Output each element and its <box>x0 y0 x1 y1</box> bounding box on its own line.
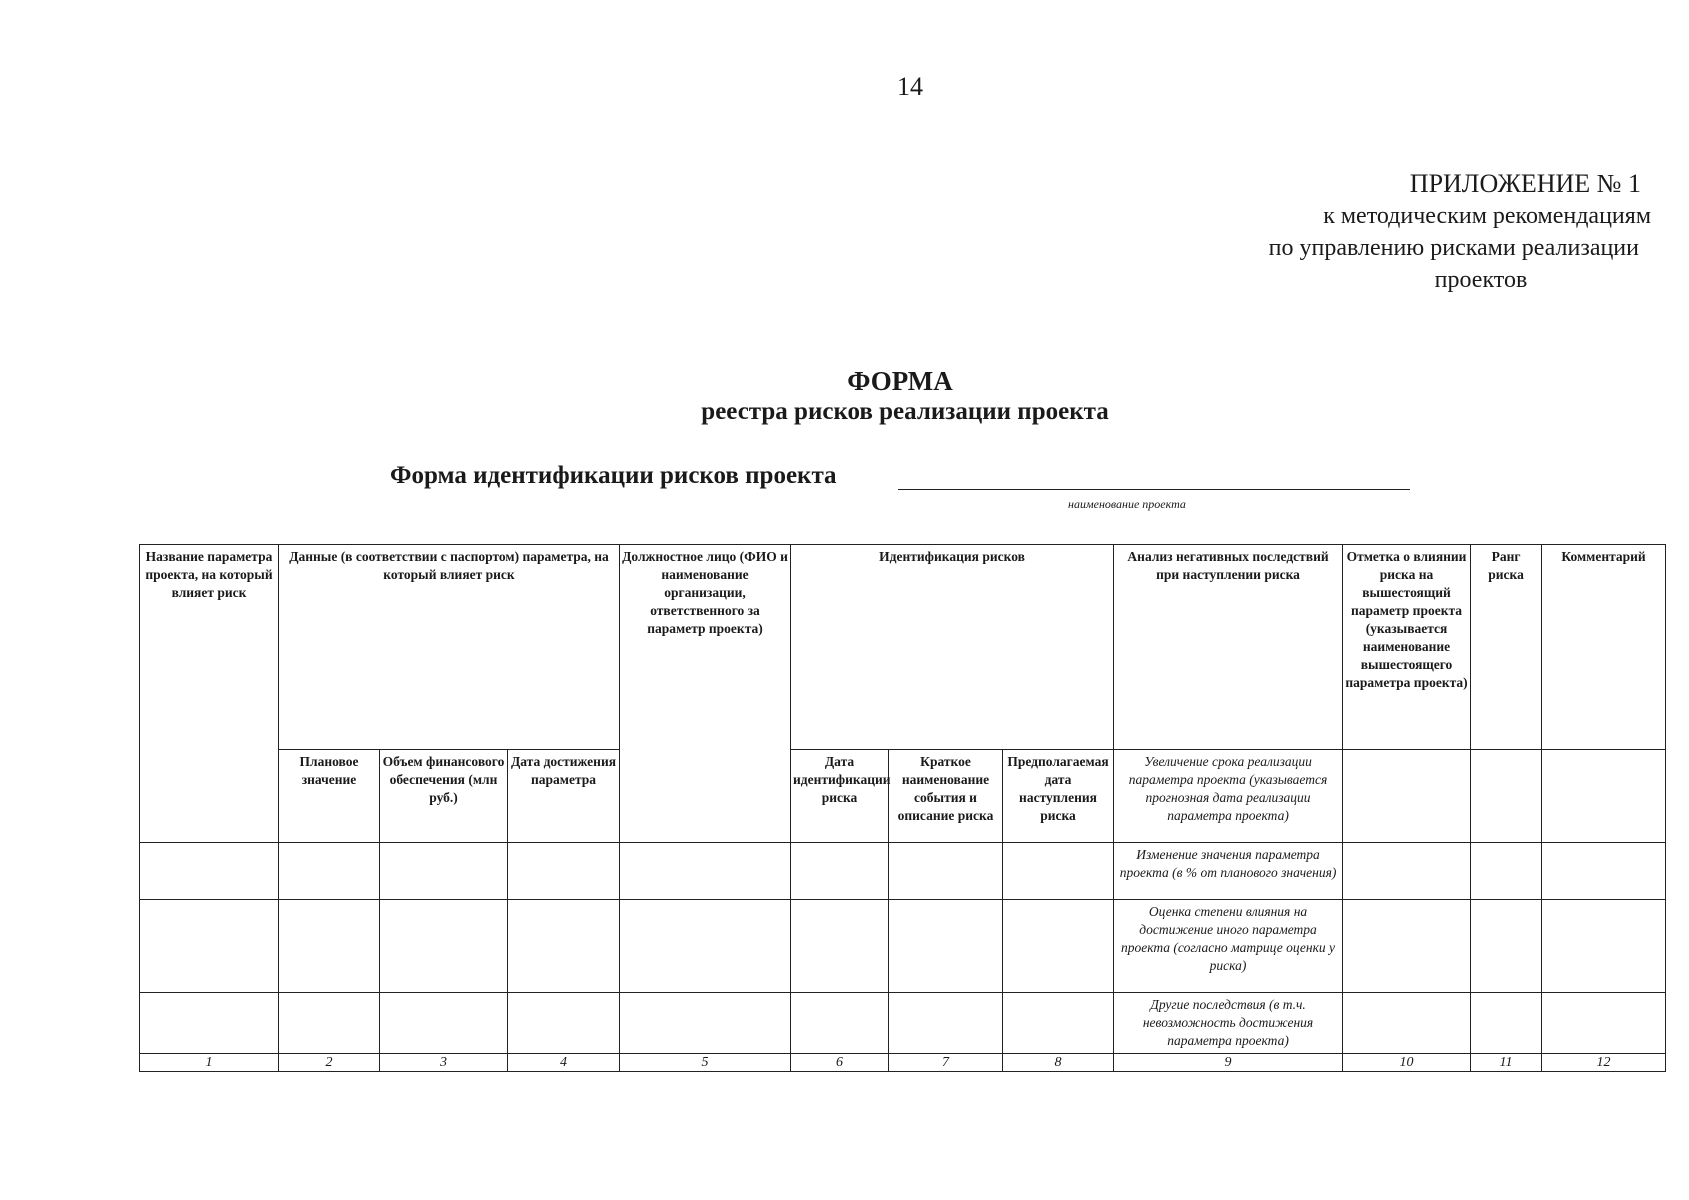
empty-cell <box>140 843 279 900</box>
appendix-heading <box>1171 168 1651 296</box>
risk-register-table <box>139 544 1666 1072</box>
subheader-risk-description: Краткое наименование события и описание риска <box>889 750 1003 843</box>
appendix-line-3: по управлению рисками реализации <box>1268 235 1639 261</box>
consequence-other: Другие последствия (в т.ч. невозможность достижения параметра проекта) <box>1114 993 1343 1054</box>
empty-cell <box>140 900 279 993</box>
project-name-line <box>898 489 1410 490</box>
empty-cell <box>1343 993 1471 1054</box>
column-number: 7 <box>889 1054 1003 1072</box>
subheader-expected-date: Предполагаемая дата наступления риска <box>1003 750 1114 843</box>
empty-cell <box>791 843 889 900</box>
subheader-planned-value: Плановое значение <box>279 750 380 843</box>
empty-cell <box>1343 750 1471 843</box>
empty-cell <box>1003 843 1114 900</box>
empty-cell <box>1343 843 1471 900</box>
header-risk-identification: Идентификация рисков <box>791 545 1114 750</box>
column-number: 11 <box>1471 1054 1542 1072</box>
empty-cell <box>508 843 620 900</box>
empty-cell <box>140 993 279 1054</box>
header-responsible-person: Должностное лицо (ФИО и наименование организации, ответственного за параметр проекта) <box>620 545 791 843</box>
table-row <box>140 993 1666 1054</box>
empty-cell <box>508 900 620 993</box>
empty-cell <box>620 993 791 1054</box>
empty-cell <box>1343 900 1471 993</box>
header-consequences-analysis: Анализ негативных последствий при наступлении риска <box>1114 545 1343 750</box>
empty-cell <box>791 993 889 1054</box>
empty-cell <box>1542 843 1666 900</box>
form-subtitle: реестра рисков реализации проекта <box>701 398 1109 425</box>
empty-cell <box>1471 843 1542 900</box>
table-header-row <box>140 545 1666 750</box>
subheader-achievement-date: Дата достижения параметра <box>508 750 620 843</box>
empty-cell <box>1542 900 1666 993</box>
subheader-identification-date: Дата идентификации риска <box>791 750 889 843</box>
page-number: 14 <box>897 72 923 101</box>
empty-cell <box>620 900 791 993</box>
column-number: 1 <box>140 1054 279 1072</box>
header-comment: Комментарий <box>1542 545 1666 750</box>
appendix-line-4: проектов <box>1434 267 1528 293</box>
empty-cell <box>791 900 889 993</box>
header-passport-data: Данные (в соответствии с паспортом) параметра, на который влияет риск <box>279 545 620 750</box>
empty-cell <box>1542 750 1666 843</box>
empty-cell <box>889 843 1003 900</box>
empty-cell <box>380 843 508 900</box>
consequence-value-change: Изменение значения параметра проекта (в % от планового значения) <box>1114 843 1343 900</box>
header-risk-rank: Ранг риска <box>1471 545 1542 750</box>
empty-cell <box>380 900 508 993</box>
consequence-impact-assessment: Оценка степени влияния на достижение иного параметра проекта (согласно матрице оценки у риска) <box>1114 900 1343 993</box>
empty-cell <box>279 900 380 993</box>
column-number: 4 <box>508 1054 620 1072</box>
column-number: 3 <box>380 1054 508 1072</box>
column-number: 12 <box>1542 1054 1666 1072</box>
consequence-term-increase: Увеличение срока реализации параметра проекта (указывается прогнозная дата реализации параметра проекта) <box>1114 750 1343 843</box>
empty-cell <box>1542 993 1666 1054</box>
empty-cell <box>279 843 380 900</box>
column-number: 8 <box>1003 1054 1114 1072</box>
table-subheader-row <box>140 750 1666 843</box>
empty-cell <box>1471 993 1542 1054</box>
empty-cell <box>1003 900 1114 993</box>
empty-cell <box>1003 993 1114 1054</box>
appendix-title: ПРИЛОЖЕНИЕ № 1 <box>1409 169 1641 198</box>
column-number: 6 <box>791 1054 889 1072</box>
empty-cell <box>1471 750 1542 843</box>
project-name-caption: наименование проекта <box>1068 497 1186 511</box>
appendix-line-2: к методическим рекомендациям <box>1323 203 1651 229</box>
empty-cell <box>889 900 1003 993</box>
empty-cell <box>508 993 620 1054</box>
identification-label: Форма идентификации рисков проекта <box>390 462 837 489</box>
empty-cell <box>889 993 1003 1054</box>
table-row <box>140 843 1666 900</box>
subheader-funding-volume: Объем финансового обеспечения (млн руб.) <box>380 750 508 843</box>
empty-cell <box>1471 900 1542 993</box>
empty-cell <box>620 843 791 900</box>
column-number: 5 <box>620 1054 791 1072</box>
empty-cell <box>380 993 508 1054</box>
column-number: 10 <box>1343 1054 1471 1072</box>
header-parent-impact: Отметка о влиянии риска на вышестоящий параметр проекта (указывается наименование вышестоящего параметра проекта) <box>1343 545 1471 750</box>
column-numbers-row <box>140 1054 1666 1072</box>
header-parameter-name: Название параметра проекта, на который влияет риск <box>140 545 279 843</box>
empty-cell <box>279 993 380 1054</box>
table-row <box>140 900 1666 993</box>
column-number: 2 <box>279 1054 380 1072</box>
form-title: ФОРМА <box>847 366 953 396</box>
column-number: 9 <box>1114 1054 1343 1072</box>
